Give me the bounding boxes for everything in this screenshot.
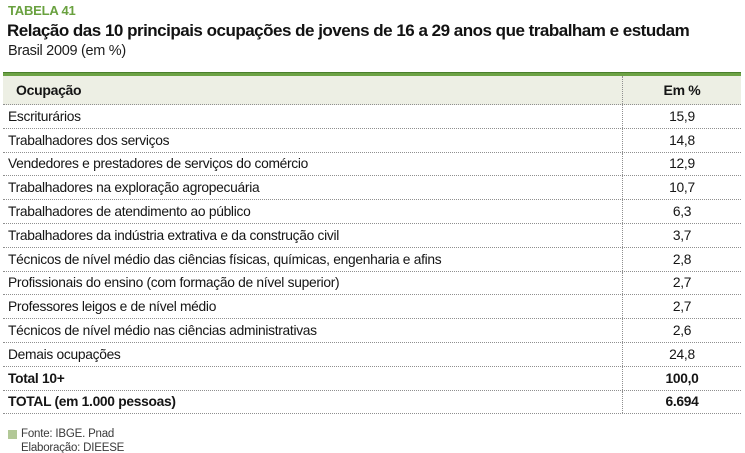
page-title: Relação das 10 principais ocupações de jovens de 16 a 29 anos que trabalham e estudam [7, 21, 690, 40]
occupation-cell: Trabalhadores de atendimento ao público [8, 204, 251, 220]
table-row [3, 343, 741, 367]
table-header-row [3, 76, 741, 105]
elaboration-text: Elaboração: DIEESE [21, 442, 125, 453]
percent-cell: 2,8 [622, 248, 741, 271]
percent-cell: 12,9 [622, 153, 741, 176]
total-label-cell: TOTAL (em 1.000 pessoas) [8, 394, 176, 410]
percent-cell: 24,8 [622, 343, 741, 366]
table-row [3, 105, 741, 129]
occupation-cell: Demais ocupações [8, 346, 121, 362]
occupation-cell: Trabalhadores dos serviços [8, 132, 170, 148]
occupation-cell: Técnicos de nível médio das ciências físicas, químicas, engenharia e afins [8, 251, 442, 267]
occupation-cell: Profissionais do ensino (com formação de nível superior) [8, 275, 340, 291]
occupation-cell: Trabalhadores da indústria extrativa e da construção civil [8, 227, 340, 243]
table-row [3, 200, 741, 224]
table-row [3, 153, 741, 177]
table-row [3, 176, 741, 200]
table-row [3, 129, 741, 153]
occupation-cell: Trabalhadores na exploração agropecuária [8, 180, 260, 196]
occupation-cell: Escriturários [8, 108, 81, 124]
total-label-cell: Total 10+ [8, 370, 65, 386]
occupation-cell: Vendedores e prestadores de serviços do comércio [8, 156, 309, 172]
percent-cell: 3,7 [622, 224, 741, 247]
table-row [3, 295, 741, 319]
total-value-cell: 100,0 [622, 367, 741, 390]
source-line [8, 427, 745, 441]
percent-cell: 15,9 [622, 105, 741, 128]
percent-cell: 2,6 [622, 319, 741, 342]
percent-cell: 10,7 [622, 176, 741, 199]
column-header-percent: Em % [622, 76, 741, 104]
percent-cell: 2,7 [622, 295, 741, 318]
legend-square-icon [8, 430, 17, 439]
occupation-cell: Técnicos de nível médio nas ciências administrativas [8, 323, 317, 339]
source-text: Fonte: IBGE. Pnad [21, 428, 115, 441]
percent-cell: 6,3 [622, 200, 741, 223]
page-subtitle: Brasil 2009 (em %) [8, 43, 126, 59]
table-footnote [8, 427, 745, 453]
table-row-total-10plus [3, 367, 741, 391]
percent-cell: 2,7 [622, 272, 741, 295]
table-row-total-people [3, 391, 741, 415]
occupations-table [3, 72, 741, 414]
total-value-cell: 6.694 [622, 391, 741, 414]
column-header-occupation: Ocupação [16, 82, 82, 98]
table-row [3, 272, 741, 296]
table-row [3, 248, 741, 272]
percent-cell: 14,8 [622, 129, 741, 152]
table-row [3, 319, 741, 343]
occupation-cell: Professores leigos e de nível médio [8, 299, 217, 315]
table-number-label: TABELA 41 [8, 3, 76, 18]
table-row [3, 224, 741, 248]
